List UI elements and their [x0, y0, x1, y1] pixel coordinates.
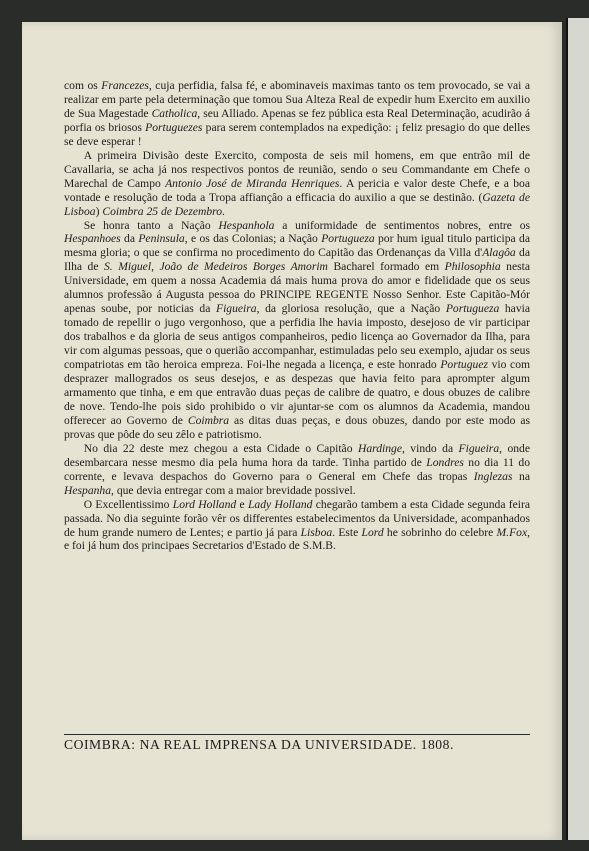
text-run: O Excellentissimo: [83, 497, 173, 511]
text-run: para serem contemplados na expedição: ¡ feliz presagio do que delles se deve esperar !: [64, 120, 530, 148]
italic-text-run: Hardinge: [357, 441, 402, 455]
italic-text-run: Coimbra 25 de Dezembro: [102, 204, 223, 218]
italic-text-run: Peninsula: [138, 232, 185, 246]
italic-text-run: Antonio José de Miranda Henriques: [165, 176, 340, 190]
italic-text-run: Figueira: [458, 441, 500, 455]
italic-text-run: S. Miguel: [104, 260, 152, 274]
paragraph: [64, 498, 530, 554]
italic-text-run: Portuguezes: [145, 120, 203, 134]
paragraph: [64, 149, 530, 219]
facing-page-edge: [566, 18, 589, 840]
italic-text-run: M.Fox: [496, 525, 528, 539]
paragraph: [64, 442, 530, 498]
italic-text-run: Lady Holland: [247, 497, 313, 511]
italic-text-run: Lisboa: [300, 525, 333, 539]
italic-text-run: Gazeta de Lisboa: [64, 190, 530, 218]
text-run: na: [512, 469, 530, 483]
text-run: chegarão tambem a esta Cidade segunda feira passada. No dia seguinte forão vêr os differentes estabelecimentos da Universidade, acompanhados de hum grande numero de Lentes; e partio já para: [64, 497, 531, 539]
text-run: , que devia entregar com a maior brevidade possivel.: [111, 483, 356, 497]
text-run: No dia 22 deste mez chegou a esta Cidade o Capitão: [83, 441, 358, 455]
text-run: da: [120, 232, 139, 246]
italic-text-run: Lord Holland: [172, 497, 237, 511]
text-run: , cuja perfidia, falsa fé, e abominaveis maximas tanto os tem provocado, se vai a realizar em parte pela determinação que tomou Sua Alteza Real de expedir hum Exercito em auxilio de Sua Magestade: [64, 79, 530, 120]
text-run: . Este: [332, 525, 362, 539]
text-run: da Ilha de: [64, 246, 531, 274]
text-run: , onde desembarcara nesse mesmo dia pela huma hora da tarde. Tinha partido de: [64, 441, 530, 469]
italic-text-run: Portugueza: [445, 302, 500, 316]
text-run: , e os das Colonias; a Nação: [184, 232, 322, 246]
italic-text-run: Philosophia: [444, 260, 501, 274]
italic-text-run: Francezes: [101, 79, 149, 92]
text-run: , vindo da: [401, 441, 459, 455]
text-run: nesta Universidade, em quem a nossa Academia dá mais huma prova do amor e fidelidade que os seus alumnos professão á Augusta pessoa do PRINCIPE REGENTE Nosso Senhor. Este Capitão-Mór apenas soube, por noticias da: [64, 260, 531, 316]
italic-text-run: Portugueza: [321, 232, 375, 246]
text-run: . A pericia e valor deste Chefe, e a boa vontade e resolução de toda a Tropa affiançâo a efficacia do auxilio a que se destinão. (: [64, 176, 530, 204]
text-run: Se honra tanto a Nação: [83, 218, 219, 232]
text-run: havia tomado de repellir o jugo vergonhoso, que a perfidia lhe havia imposto, desejoso de vir participar dos trabalhos e da gloria de seus antigos companheiros, pedio licença ao Governador da Ilha, para vir com algumas pessoas, que o querião accompanhar, estimuladas pelo seu exemplo, ajudar os seus compatriotas em tão heroica empreza. Foi-lhe negada a licença, e este honrado: [64, 302, 530, 372]
italic-text-run: João de Medeiros Borges Amorim: [159, 260, 328, 274]
text-run: ): [95, 204, 103, 218]
text-run: .: [222, 204, 225, 218]
text-run: com os: [64, 79, 102, 92]
italic-text-run: Catholica: [151, 106, 198, 120]
text-run: Bacharel formado em: [327, 260, 445, 274]
text-run: no dia 11 do corrente, e levava despachos do Governo para o General em Chefe das tropas: [64, 455, 531, 483]
paragraph: [64, 219, 530, 442]
text-run: he sobrinho do celebre: [383, 525, 497, 539]
article-body: [64, 79, 530, 553]
italic-text-run: Hespanhola: [218, 218, 275, 232]
text-run: , da gloriosa resolução, que a Nação: [256, 302, 446, 316]
text-run: ,: [151, 260, 160, 274]
paragraph: [64, 79, 530, 149]
italic-text-run: Coimbra: [187, 413, 230, 427]
text-run: as ditas duas peças, e dous obuzes, dando por este modo as provas que pôde do seu zêlo e patriotismo.: [64, 413, 530, 441]
italic-text-run: Hespanha: [64, 483, 112, 497]
italic-text-run: Portuguez: [440, 358, 488, 372]
italic-text-run: Londres: [426, 455, 464, 469]
italic-text-run: Alagôa: [482, 246, 516, 260]
text-run: , e foi já hum dos principaes Secretarios d'Estado de S.M.B.: [64, 525, 531, 553]
italic-text-run: Inglezas: [473, 469, 513, 483]
text-run: A primeira Divisão deste Exercito, composta de seis mil homens, em que entrão mil de Cavallaria, se acha já nos respectivos pontos de reunião, sendo o seu Commandante em Chefe o Marechal de Campo: [64, 148, 530, 190]
italic-text-run: Hespanhoes: [64, 232, 121, 246]
text-run: por hum igual titulo participa da mesma gloria; o que se confirma no procedimento do Capitão das Ordenanças da Villa d': [64, 232, 530, 260]
text-run: vio com desprazer mallogrados os seus desejos, e as despezas que havia feito para aprompter algum armamento que tinha, e em que entravão duas peças de calibre de quatro, e dous obuzes de calibre de nove. Tendo-lhe pois sido prohibido o vir ajuntar-se com os alumnos da Academia, mandou offerecer ao Governo de: [64, 358, 531, 427]
footer-rule: [64, 734, 530, 735]
italic-text-run: Figueira: [215, 302, 257, 316]
imprint-line: COIMBRA: NA REAL IMPRENSA DA UNIVERSIDADE. 1808.: [64, 737, 454, 752]
italic-text-run: Lord: [361, 525, 384, 539]
text-run: e: [236, 497, 248, 511]
text-run: , seu Alliado. Apenas se fez pública esta Real Determinação, acudirão á porfia os briosos: [64, 106, 531, 134]
text-run: a uniformidade de sentimentos nobres, entre os: [274, 218, 531, 232]
